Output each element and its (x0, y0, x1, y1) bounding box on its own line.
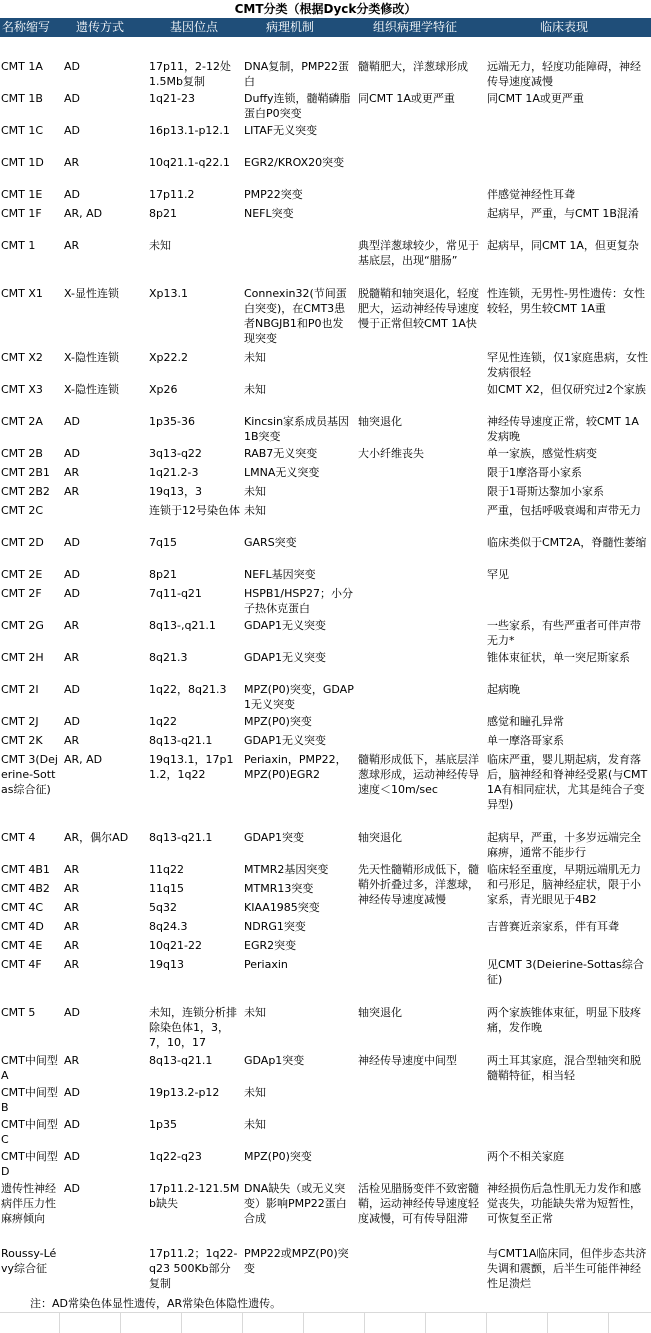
abbr-cell: CMT 4B1 (1, 863, 50, 876)
locus-cell: 8q24.3 (149, 920, 188, 933)
mechanism-cell: MPZ(P0)突变 (244, 715, 312, 728)
locus-cell: 10q21.1-q22.1 (149, 156, 230, 169)
locus-cell: Xp22.2 (149, 351, 189, 364)
locus-cell: 8p21 (149, 568, 177, 581)
table-row (0, 121, 651, 153)
abbr-cell: CMT中间型D (1, 1150, 58, 1178)
clinical-cell: 神经传导速度正常，较CMT 1A发病晚 (487, 415, 639, 443)
locus-cell: 7q15 (149, 536, 177, 549)
clinical-cell: 见CMT 3(Deierine-Sottas综合征) (487, 958, 644, 986)
table-row (0, 712, 651, 731)
abbr-cell: CMT 2A (1, 415, 43, 428)
clinical-cell: 起病晚 (487, 683, 520, 696)
table-row (0, 879, 651, 898)
table-row (0, 57, 651, 89)
locus-cell: 11q22 (149, 863, 184, 876)
histopathology-cell: 轴突退化 (358, 831, 402, 844)
mechanism-cell: 未知 (244, 1118, 266, 1131)
abbr-cell: 遗传性神经病伴压力性麻痹倾向 (1, 1182, 56, 1225)
mechanism-cell: 未知 (244, 504, 266, 517)
table-row (0, 204, 651, 236)
abbr-cell: CMT 4D (1, 920, 44, 933)
abbr-cell: CMT 1 (1, 239, 36, 252)
header-abbr: 名称缩写 (2, 20, 51, 34)
table-row (0, 1244, 651, 1296)
clinical-cell: 如CMT X2，但仅研究过2个家族 (487, 383, 646, 396)
histopathology-cell: 先天性髓鞘形成低下，髓鞘外折叠过多，洋葱球，神经传导速度减慢 (358, 863, 479, 906)
inheritance-cell: AD (64, 683, 80, 696)
locus-cell: 17p11.2 (149, 188, 195, 201)
mechanism-cell: Kincsin家系成员基因1B突变 (244, 415, 350, 443)
table-row (0, 616, 651, 648)
locus-cell: 1q21-23 (149, 92, 195, 105)
abbr-cell: CMT 2B (1, 447, 43, 460)
locus-cell: 8q13-q21.1 (149, 831, 213, 844)
locus-cell: 5q32 (149, 901, 177, 914)
locus-cell: 19q13，3 (149, 485, 202, 498)
abbr-cell: CMT中间型C (1, 1118, 58, 1146)
table-row (0, 648, 651, 680)
inheritance-cell: AD (64, 536, 80, 549)
histopathology-cell: 轴突退化 (358, 1006, 402, 1019)
inheritance-cell: AD (64, 1182, 80, 1195)
table-row (0, 731, 651, 750)
inheritance-cell: AD (64, 124, 80, 137)
locus-cell: 1q22-q23 (149, 1150, 202, 1163)
mechanism-cell: Duffy连锁，髓鞘磷脂蛋白P0突变 (244, 92, 351, 120)
table-row (0, 533, 651, 565)
table-row (0, 482, 651, 501)
clinical-cell: 严重，包括呼吸衰竭和声带无力 (487, 504, 641, 517)
mechanism-cell: DNA缺失（或无义突变）影响PMP22蛋白合成 (244, 1182, 347, 1225)
inheritance-cell: AR, AD (64, 207, 103, 220)
table-row (0, 1147, 651, 1179)
abbr-cell: CMT X1 (1, 287, 43, 300)
locus-cell: 1p35-36 (149, 415, 195, 428)
table-row (0, 1179, 651, 1244)
mechanism-cell: MPZ(P0)突变，GDAP1无义突变 (244, 683, 354, 711)
clinical-cell: 单一家族，感觉性病变 (487, 447, 597, 460)
locus-cell: 11q15 (149, 882, 184, 895)
mechanism-cell: NEFL基因突变 (244, 568, 316, 581)
table-note: 注：AD常染色体显性遗传，AR常染色体隐性遗传。 (30, 1297, 282, 1310)
mechanism-cell: DNA复制，PMP22蛋白 (244, 60, 349, 88)
abbr-cell: CMT 2D (1, 536, 44, 549)
table-row (0, 1003, 651, 1051)
clinical-cell: 同CMT 1A或更严重 (487, 92, 584, 105)
table-row (0, 348, 651, 380)
mechanism-cell: 未知 (244, 1086, 266, 1099)
locus-cell: 19q13.1，17p11.2，1q22 (149, 753, 234, 781)
mechanism-cell: GDAP1无义突变 (244, 619, 326, 632)
mechanism-cell: EGR2/KROX20突变 (244, 156, 345, 169)
inheritance-cell: AD (64, 60, 80, 73)
locus-cell: 3q13-q22 (149, 447, 202, 460)
inheritance-cell: AR (64, 466, 80, 479)
inheritance-cell: AD (64, 1006, 80, 1019)
mechanism-cell: GDAP1突变 (244, 831, 304, 844)
inheritance-cell: AR (64, 920, 80, 933)
inheritance-cell: AD (64, 1086, 80, 1099)
mechanism-cell: NDRG1突变 (244, 920, 306, 933)
locus-cell: 17p11，2-12处1.5Mb复制 (149, 60, 231, 88)
mechanism-cell: MPZ(P0)突变 (244, 1150, 312, 1163)
abbr-cell: CMT 2J (1, 715, 39, 728)
mechanism-cell: EGR2突变 (244, 939, 297, 952)
clinical-cell: 神经损伤后急性肌无力发作和感觉丧失，功能缺失常为短暂性，可恢复至正常 (487, 1182, 641, 1225)
abbr-cell: CMT 5 (1, 1006, 36, 1019)
table-row (0, 955, 651, 1003)
abbr-cell: Roussy-Lévy综合征 (1, 1247, 57, 1275)
footer-grid (0, 1313, 651, 1333)
inheritance-cell: AD (64, 1118, 80, 1131)
inheritance-cell: AR, AD (64, 753, 103, 766)
table-row (0, 565, 651, 584)
mechanism-cell: 未知 (244, 383, 266, 396)
clinical-cell: 感觉和瞳孔异常 (487, 715, 564, 728)
table-row (0, 463, 651, 482)
mechanism-cell: Periaxin (244, 958, 288, 971)
clinical-cell: 罕见性连锁，仅1家庭患病，女性发病很轻 (487, 351, 648, 379)
clinical-cell: 两土耳其家庭，混合型轴突和脱髓鞘特征，相当轻 (487, 1054, 641, 1082)
locus-cell: 未知，连锁分析排除染色体1，3，7，10，17 (149, 1006, 237, 1049)
mechanism-cell: RAB7无义突变 (244, 447, 318, 460)
table-row (0, 444, 651, 463)
inheritance-cell: AR (64, 619, 80, 632)
histopathology-cell: 轴突退化 (358, 415, 402, 428)
inheritance-cell: X-隐性连锁 (64, 351, 119, 364)
clinical-cell: 吉普赛近亲家系，伴有耳聋 (487, 920, 619, 933)
abbr-cell: CMT中间型B (1, 1086, 58, 1114)
locus-cell: 7q11-q21 (149, 587, 202, 600)
histopathology-cell: 髓鞘形成低下，基底层洋葱球形成，运动神经传导速度＜10m/sec (358, 753, 479, 796)
inheritance-cell: AR (64, 882, 80, 895)
table-row (0, 917, 651, 936)
mechanism-cell: 未知 (244, 485, 266, 498)
inheritance-cell: AR (64, 939, 80, 952)
abbr-cell: CMT 1E (1, 188, 43, 201)
abbr-cell: CMT 4B2 (1, 882, 50, 895)
histopathology-cell: 活检见腊肠变伴不致密髓鞘，运动神经传导速度轻度减慢，可有传导阻滞 (358, 1182, 479, 1225)
locus-cell: 1q22，8q21.3 (149, 683, 227, 696)
clinical-cell: 伴感觉神经性耳聋 (487, 188, 575, 201)
histopathology-cell: 典型洋葱球较少，常见于基底层，出现“腊肠” (358, 239, 479, 267)
mechanism-cell: GARS突变 (244, 536, 297, 549)
abbr-cell: CMT 3(Dejerine-Sottas综合征) (1, 753, 58, 796)
inheritance-cell: AR (64, 901, 80, 914)
locus-cell: 17p11.2-121.5Mb缺失 (149, 1182, 240, 1210)
abbr-cell: CMT X2 (1, 351, 43, 364)
mechanism-cell: GDAP1无义突变 (244, 651, 326, 664)
histopathology-cell: 神经传导速度中间型 (358, 1054, 457, 1067)
inheritance-cell: AR (64, 1054, 80, 1067)
table-row (0, 501, 651, 533)
table-row (0, 680, 651, 712)
mechanism-cell: MTMR13突变 (244, 882, 314, 895)
locus-cell: 19q13 (149, 958, 184, 971)
table-row (0, 236, 651, 284)
abbr-cell: CMT 2B1 (1, 466, 50, 479)
table-row (0, 1115, 651, 1147)
clinical-cell: 临床类似于CMT2A，脊髓性萎缩 (487, 536, 647, 549)
abbr-cell: CMT 2I (1, 683, 39, 696)
clinical-cell: 一些家系，有些严重者可伴声带无力* (487, 619, 641, 647)
clinical-cell: 罕见 (487, 568, 509, 581)
inheritance-cell: X-隐性连锁 (64, 383, 119, 396)
clinical-cell: 起病早，同CMT 1A，但更复杂 (487, 239, 639, 252)
inheritance-cell: AR (64, 485, 80, 498)
inheritance-cell: AR，偶尔AD (64, 831, 129, 844)
table-header (0, 18, 651, 37)
table-row (0, 1051, 651, 1083)
table-row (0, 584, 651, 616)
inheritance-cell: AR (64, 734, 80, 747)
table-row (0, 380, 651, 412)
table-row (0, 828, 651, 860)
mechanism-cell: HSPB1/HSP27；小分子热休克蛋白 (244, 587, 354, 615)
locus-cell: 16p13.1-p12.1 (149, 124, 230, 137)
clinical-cell: 远端无力，轻度功能障碍，神经传导速度减慢 (487, 60, 641, 88)
table-row (0, 284, 651, 348)
table-row (0, 89, 651, 121)
header-locus: 基因位点 (170, 20, 219, 34)
table-row (0, 185, 651, 204)
clinical-cell: 两个不相关家庭 (487, 1150, 564, 1163)
locus-cell: 未知 (149, 239, 171, 252)
inheritance-cell: AD (64, 1150, 80, 1163)
mechanism-cell: PMP22突变 (244, 188, 303, 201)
mechanism-cell: Periaxin，PMP22，MPZ(P0)EGR2 (244, 753, 347, 781)
mechanism-cell: GDAp1突变 (244, 1054, 305, 1067)
abbr-cell: CMT 4F (1, 958, 42, 971)
locus-cell: 17p11.2；1q22-q23 500Kb部分复制 (149, 1247, 238, 1290)
mechanism-cell: NEFL突变 (244, 207, 294, 220)
clinical-cell: 限于1摩洛哥小家系 (487, 466, 582, 479)
mechanism-cell: Connexin32(节间蛋白突变)，在CMT3患者NBGJB1和P0也发现突变 (244, 287, 347, 345)
inheritance-cell: AR (64, 651, 80, 664)
locus-cell: 1p35 (149, 1118, 177, 1131)
table-row (0, 898, 651, 917)
locus-cell: 8q13-q21.1 (149, 734, 213, 747)
clinical-cell: 起病早，严重，十多岁远端完全麻痹，通常不能步行 (487, 831, 641, 859)
locus-cell: Xp13.1 (149, 287, 189, 300)
abbr-cell: CMT 2K (1, 734, 43, 747)
locus-cell: 10q21-22 (149, 939, 202, 952)
clinical-cell: 性连锁，无男性-男性遗传：女性较轻，男生较CMT 1A重 (487, 287, 645, 315)
inheritance-cell: AR (64, 239, 80, 252)
histopathology-cell: 同CMT 1A或更严重 (358, 92, 455, 105)
header-clinical: 临床表现 (540, 20, 589, 34)
histopathology-cell: 大小纤维丧失 (358, 447, 424, 460)
mechanism-cell: PMP22或MPZ(P0)突变 (244, 1247, 349, 1275)
abbr-cell: CMT 2B2 (1, 485, 50, 498)
abbr-cell: CMT 2E (1, 568, 43, 581)
abbr-cell: CMT 2H (1, 651, 44, 664)
histopathology-cell: 髓鞘肥大，洋葱球形成 (358, 60, 468, 73)
inheritance-cell: AD (64, 415, 80, 428)
header-inheritance: 遗传方式 (76, 20, 125, 34)
table-title: CMT分类（根据Dyck分类修改） (234, 2, 417, 16)
abbr-cell: CMT 1B (1, 92, 43, 105)
histopathology-cell: 脱髓鞘和轴突退化，轻度肥大，运动神经传导速度慢于正常但较CMT 1A快 (358, 287, 479, 330)
abbr-cell: CMT中间型A (1, 1054, 58, 1082)
abbr-cell: CMT 1F (1, 207, 42, 220)
inheritance-cell: AR (64, 156, 80, 169)
inheritance-cell: AD (64, 188, 80, 201)
table-row (0, 1083, 651, 1115)
abbr-cell: CMT X3 (1, 383, 43, 396)
table-row (0, 936, 651, 955)
abbr-cell: CMT 4C (1, 901, 44, 914)
clinical-cell: 锥体束征状，单一突尼斯家系 (487, 651, 630, 664)
locus-cell: 1q22 (149, 715, 177, 728)
mechanism-cell: 未知 (244, 351, 266, 364)
inheritance-cell: AR (64, 863, 80, 876)
header-histopathology: 组织病理学特征 (373, 20, 458, 34)
inheritance-cell: AD (64, 447, 80, 460)
inheritance-cell: AR (64, 958, 80, 971)
clinical-cell: 临床严重，婴儿期起病，发育落后，脑神经和脊神经受累(与CMT1A有相同症状，尤其是纯合子变异型) (487, 753, 648, 811)
locus-cell: 连锁于12号染色体 (149, 504, 240, 517)
clinical-cell: 起病早，严重，与CMT 1B混淆 (487, 207, 639, 220)
locus-cell: Xp26 (149, 383, 178, 396)
mechanism-cell: KIAA1985突变 (244, 901, 320, 914)
mechanism-cell: 未知 (244, 1006, 266, 1019)
locus-cell: 1q21.2-3 (149, 466, 199, 479)
table-row (0, 153, 651, 185)
locus-cell: 8q13-,q21.1 (149, 619, 216, 632)
mechanism-cell: MTMR2基因突变 (244, 863, 329, 876)
clinical-cell: 两个家族锥体束征，明显下肢疼痛，发作晚 (487, 1006, 641, 1034)
inheritance-cell: AD (64, 92, 80, 105)
locus-cell: 8q13-q21.1 (149, 1054, 213, 1067)
inheritance-cell: AD (64, 587, 80, 600)
abbr-cell: CMT 4 (1, 831, 36, 844)
clinical-cell: 临床轻至重度，早期远端肌无力和弓形足，脑神经症状，限于小家系，青光眼见于4B2 (487, 863, 641, 906)
header-mechanism: 病理机制 (266, 20, 315, 34)
mechanism-cell: GDAP1无义突变 (244, 734, 326, 747)
abbr-cell: CMT 2C (1, 504, 44, 517)
locus-cell: 8p21 (149, 207, 177, 220)
abbr-cell: CMT 1C (1, 124, 44, 137)
abbr-cell: CMT 1A (1, 60, 43, 73)
table-row (0, 412, 651, 444)
mechanism-cell: LMNA无义突变 (244, 466, 320, 479)
abbr-cell: CMT 1D (1, 156, 44, 169)
inheritance-cell: X-显性连锁 (64, 287, 119, 300)
clinical-cell: 与CMT1A临床同，但伴步态共济失调和震颤，后半生可能伴神经性足溃烂 (487, 1247, 647, 1290)
abbr-cell: CMT 2G (1, 619, 44, 632)
clinical-cell: 限于1哥斯达黎加小家系 (487, 485, 604, 498)
inheritance-cell: AD (64, 715, 80, 728)
abbr-cell: CMT 2F (1, 587, 42, 600)
inheritance-cell: AD (64, 568, 80, 581)
table-row (0, 750, 651, 828)
abbr-cell: CMT 4E (1, 939, 43, 952)
mechanism-cell: LITAF无义突变 (244, 124, 318, 137)
clinical-cell: 单一摩洛哥家系 (487, 734, 564, 747)
locus-cell: 8q21.3 (149, 651, 188, 664)
locus-cell: 19p13.2-p12 (149, 1086, 220, 1099)
